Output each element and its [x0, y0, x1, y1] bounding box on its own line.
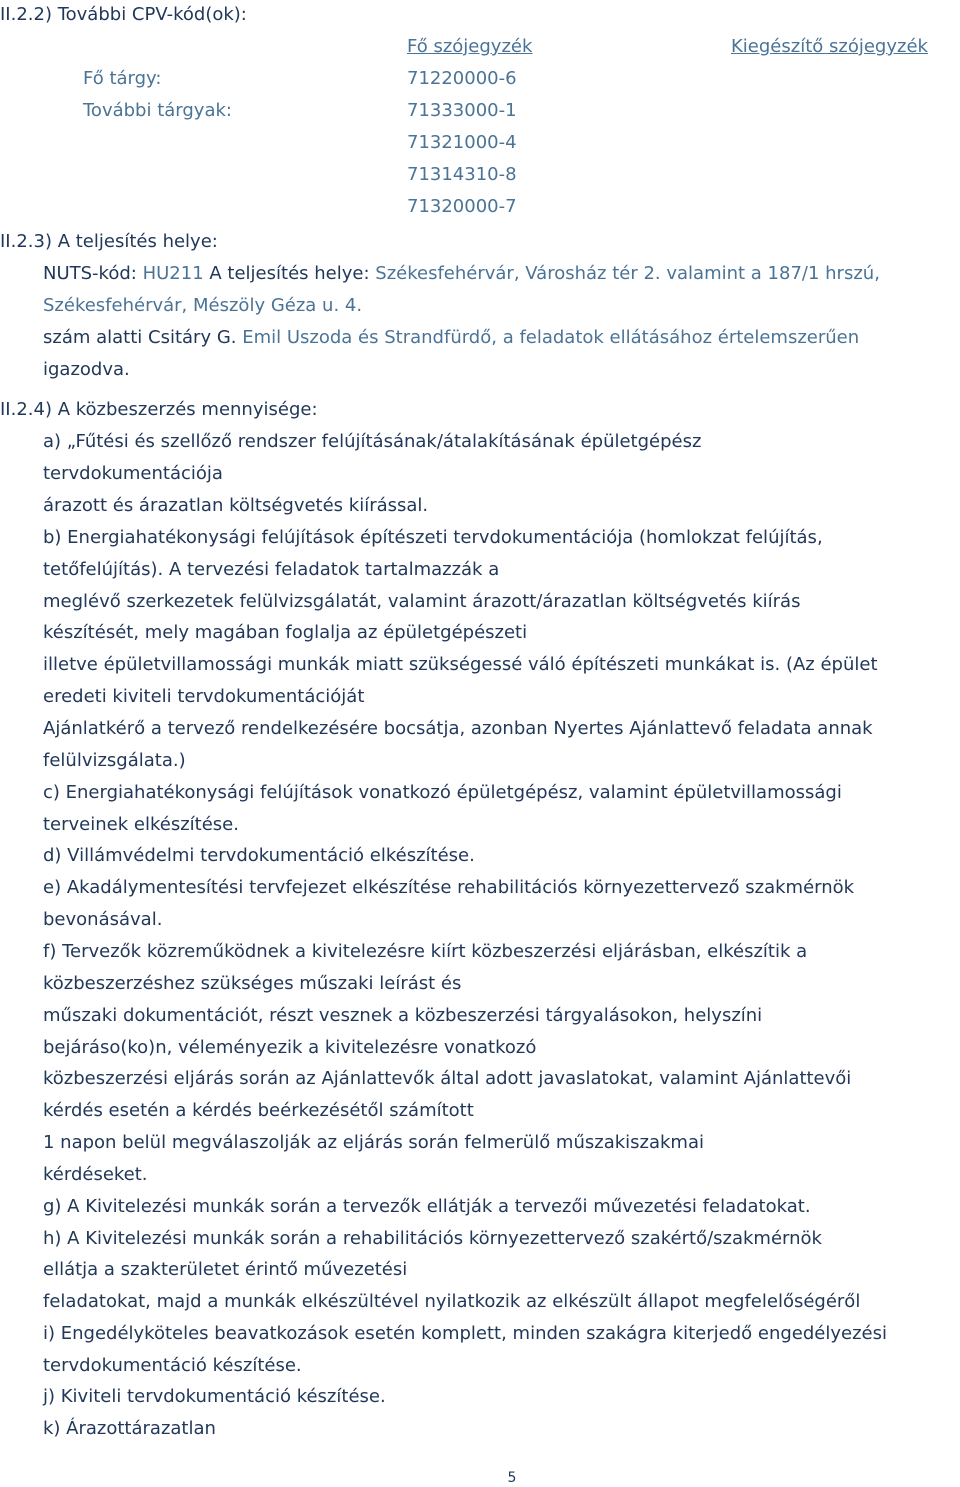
quantity-line: eredeti kiviteli tervdokumentációját — [43, 686, 365, 707]
place-value: szám alatti Csitáry G. — [43, 327, 237, 348]
place-label: A teljesítés helye: — [209, 263, 370, 284]
quantity-line: f) Tervezők közreműködnek a kivitelezésre kiírt közbeszerzési eljárásban, elkészítik a — [43, 941, 808, 962]
additional-code: 71320000-7 — [407, 196, 517, 217]
place-value: Székesfehérvár, Városház tér 2. valamint a 187/1 hrszú, — [375, 263, 880, 284]
quantity-line: tervdokumentációja — [43, 463, 223, 484]
main-subject-label: Fő tárgy: — [83, 68, 162, 89]
additional-subjects-label: További tárgyak: — [83, 100, 232, 121]
quantity-line: terveinek elkészítése. — [43, 814, 239, 835]
quantity-line: bejáráso(ko)n, véleményezik a kivitelezésre vonatkozó — [43, 1037, 537, 1058]
quantity-line: készítését, mely magában foglalja az épületgépészeti — [43, 622, 528, 643]
quantity-line: közbeszerzési eljárás során az Ajánlattevők által adott javaslatokat, valamint Ajánlattevői — [43, 1068, 852, 1089]
quantity-line: közbeszerzéshez szükséges műszaki leírást és — [43, 973, 462, 994]
additional-code: 71333000-1 — [407, 100, 517, 121]
main-vocabulary-header: Fő szójegyzék — [407, 36, 533, 57]
quantity-line: a) „Fűtési és szellőző rendszer felújításának/átalakításának épületgépész — [43, 431, 702, 452]
quantity-line: árazott és árazatlan költségvetés kiírással. — [43, 495, 429, 516]
quantity-line: kérdéseket. — [43, 1164, 148, 1185]
quantity-line: d) Villámvédelmi tervdokumentáció elkészítése. — [43, 845, 475, 866]
place-value: Székesfehérvár, Mészöly Géza u. 4. — [43, 295, 363, 316]
quantity-line: bevonásával. — [43, 909, 163, 930]
quantity-line: meglévő szerkezetek felülvizsgálatát, valamint árazott/árazatlan költségvetés kiírás — [43, 591, 801, 612]
supplementary-vocabulary-header: Kiegészítő szójegyzék — [731, 36, 928, 57]
quantity-line: felülvizsgálata.) — [43, 750, 186, 771]
quantity-line: kérdés esetén a kérdés beérkezésétől számított — [43, 1100, 474, 1121]
quantity-line: b) Energiahatékonysági felújítások építészeti tervdokumentációja (homlokzat felújítás, — [43, 527, 823, 548]
additional-code: 71321000-4 — [407, 132, 517, 153]
quantity-line: feladatokat, majd a munkák elkészültével nyilatkozik az elkészült állapot megfelelőségéről — [43, 1291, 861, 1312]
quantity-line: i) Engedélyköteles beavatkozások esetén komplett, minden szakágra kiterjedő engedélyezési — [43, 1323, 887, 1344]
additional-code: 71314310-8 — [407, 164, 517, 185]
quantity-line: ellátja a szakterületet érintő művezetési — [43, 1259, 408, 1280]
place-line-3 — [43, 325, 859, 351]
quantity-line: műszaki dokumentációt, részt vesznek a közbeszerzési tárgyalásokon, helyszíni — [43, 1005, 763, 1026]
quantity-line: illetve épületvillamossági munkák miatt szükségessé váló építészeti munkákat is. (Az épület — [43, 654, 878, 675]
main-subject-code: 71220000-6 — [407, 68, 517, 89]
place-line-1 — [43, 261, 880, 287]
nuts-label: NUTS-kód: — [43, 263, 137, 284]
place-heading: II.2.3) A teljesítés helye: — [0, 231, 218, 252]
nuts-code: HU211 — [142, 263, 204, 284]
quantity-line: h) A Kivitelezési munkák során a rehabilitációs környezettervező szakértő/szakmérnök — [43, 1228, 822, 1249]
quantity-line: tervdokumentáció készítése. — [43, 1355, 302, 1376]
quantity-line: tetőfelújítás). A tervezési feladatok tartalmazzák a — [43, 559, 500, 580]
place-value: igazodva. — [43, 359, 130, 380]
place-value: Emil Uszoda és Strandfürdő, a feladatok ellátásához értelemszerűen — [242, 327, 860, 348]
quantity-line: Ajánlatkérő a tervező rendelkezésére bocsátja, azonban Nyertes Ajánlattevő feladata annak — [43, 718, 873, 739]
quantity-line: j) Kiviteli tervdokumentáció készítése. — [43, 1386, 386, 1407]
quantity-line: e) Akadálymentesítési tervfejezet elkészítése rehabilitációs környezettervező szakmérnök — [43, 877, 855, 898]
quantity-line: 1 napon belül megválaszolják az eljárás során felmerülő műszakiszakmai — [43, 1132, 704, 1153]
quantity-line: k) Árazottárazatlan — [43, 1418, 216, 1439]
quantity-heading: II.2.4) A közbeszerzés mennyisége: — [0, 399, 318, 420]
quantity-line: g) A Kivitelezési munkák során a tervezők ellátják a tervezői művezetési feladatokat. — [43, 1196, 811, 1217]
quantity-line: c) Energiahatékonysági felújítások vonatkozó épületgépész, valamint épületvillamossági — [43, 782, 842, 803]
cpv-heading: II.2.2) További CPV-kód(ok): — [0, 4, 247, 25]
page-number: 5 — [507, 1470, 517, 1486]
